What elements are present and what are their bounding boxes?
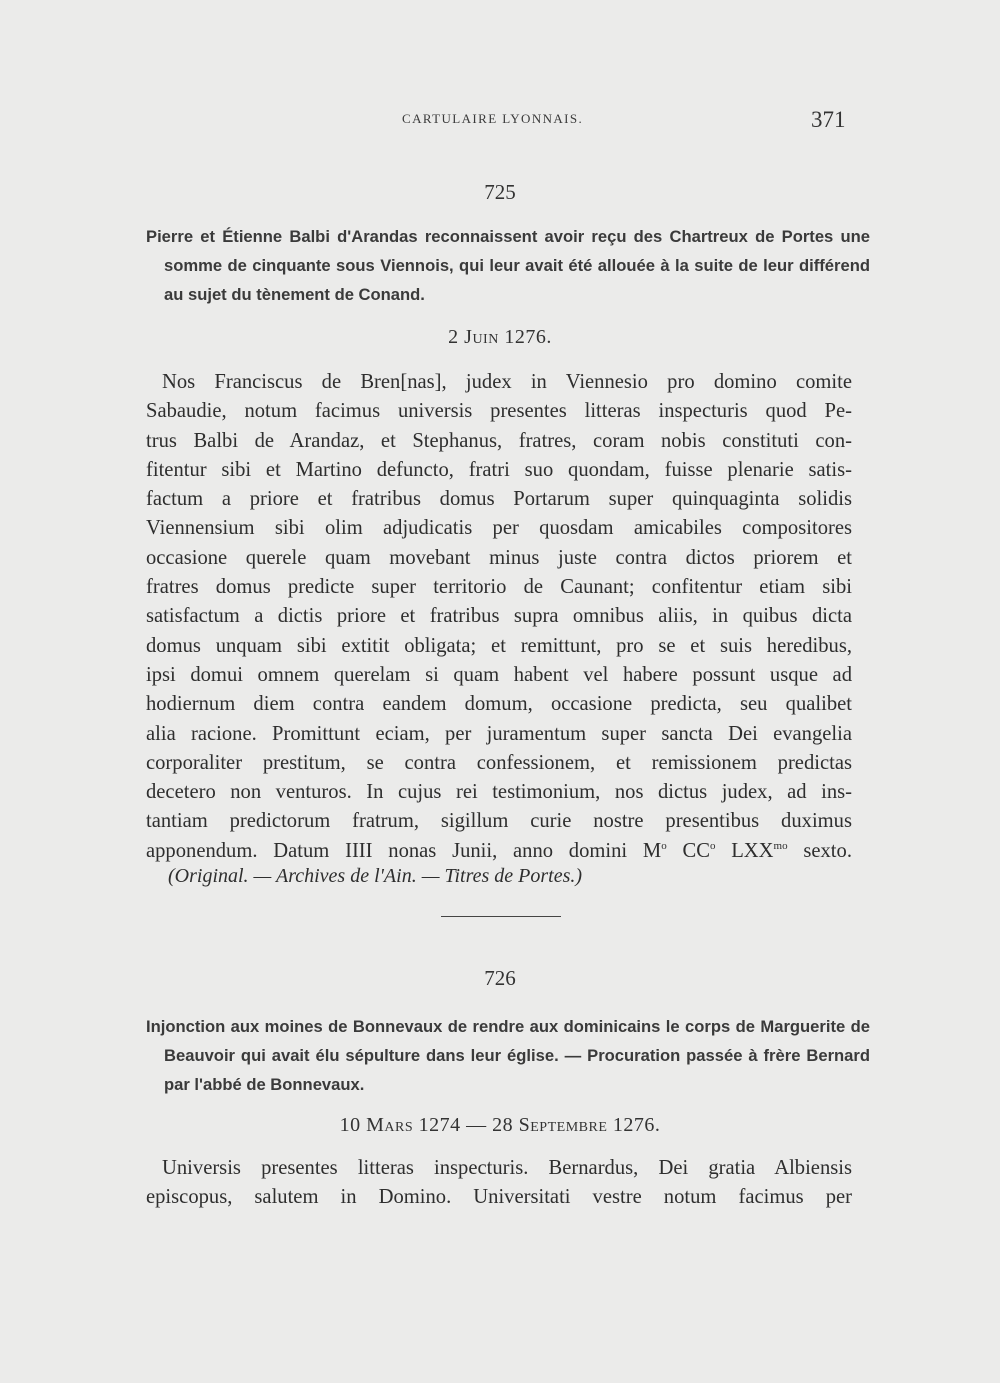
body-line: domus unquam sibi extitit obligata; et remittunt, pro se et suis heredibus, <box>146 634 852 657</box>
entry-date: 10 Mars 1274 — 28 Septembre 1276. <box>339 1114 661 1136</box>
entry-summary: Pierre et Étienne Balbi d'Arandas reconnaissent avoir reçu des Chartreux de Portes une somme de cinquante sous Viennois, qui leur avait été allouée à la suite de leur différend au sujet du tènement de Conand. <box>146 227 870 304</box>
body-line: satisfactum a dictis priore et fratribus supra omnibus aliis, in quibus dicta <box>146 605 852 628</box>
body-line: occasione querele quam movebant minus juste contra dictos priorem et <box>146 546 852 569</box>
body-line: factum a priore et fratribus domus Portarum super quinquaginta solidis <box>146 488 852 511</box>
page-number: 371 <box>811 107 846 132</box>
entry-number: 725 <box>484 180 516 204</box>
entry-number: 726 <box>484 966 516 990</box>
body-line: Viennensium sibi olim adjudicatis per quosdam amicabiles compositores <box>146 517 852 540</box>
running-title: CARTULAIRE LYONNAIS. <box>402 111 584 126</box>
body-line: trus Balbi de Arandaz, et Stephanus, fratres, coram nobis constituti con- <box>146 429 852 452</box>
body-line: Universis presentes litteras inspecturis. Bernardus, Dei gratia Albiensis <box>162 1157 852 1179</box>
body-line: alia racione. Promittunt eciam, per juramentum super sancta Dei evangelia <box>146 722 852 745</box>
body-line: hodiernum diem contra eandem domum, occasione predicta, seu qualibet <box>146 693 852 716</box>
body-line: ipsi domui omnem querelam si quam habent vel habere possunt usque ad <box>146 663 852 686</box>
body-line: tantiam predictorum fratrum, sigillum curie nostre presentibus duximus <box>146 810 852 833</box>
body-line: fitentur sibi et Martino defuncto, fratri suo quondam, fuisse plenarie satis- <box>146 458 852 481</box>
body-line: corporaliter prestitum, se contra confessionem, et remissionem predictas <box>146 751 852 774</box>
entry-body <box>146 1154 852 1213</box>
entry-date: 2 Juin 1276. <box>448 326 552 348</box>
entry-summary: Injonction aux moines de Bonnevaux de rendre aux dominicains le corps de Marguerite de Beauvoir qui avait élu sépulture dans leur église. — Procuration passée à frère Bernard par l'abbé de Bonnevaux. <box>146 1017 870 1094</box>
body-line: Sabaudie, notum facimus universis presentes litteras inspecturis quod Pe- <box>146 400 852 423</box>
running-header <box>0 107 1000 133</box>
body-line: episcopus, salutem in Domino. Universitati vestre notum facimus per <box>146 1186 852 1209</box>
body-line: decetero non venturos. In cujus rei testimonium, nos dictus judex, ad ins- <box>146 781 852 804</box>
body-line: Nos Franciscus de Bren[nas], judex in Viennesio pro domino comite <box>162 371 852 393</box>
body-line: fratres domus predicte super territorio de Caunant; confitentur etiam sibi <box>146 576 852 599</box>
source-citation: (Original. — Archives de l'Ain. — Titres de Portes.) <box>168 865 583 887</box>
entry-body <box>146 368 852 866</box>
section-divider <box>441 916 561 917</box>
body-line-dating: apponendum. Datum IIII nonas Junii, anno domini $M^o$ $CC^o$ $LXX^{mo}$ sexto. <box>146 839 852 862</box>
